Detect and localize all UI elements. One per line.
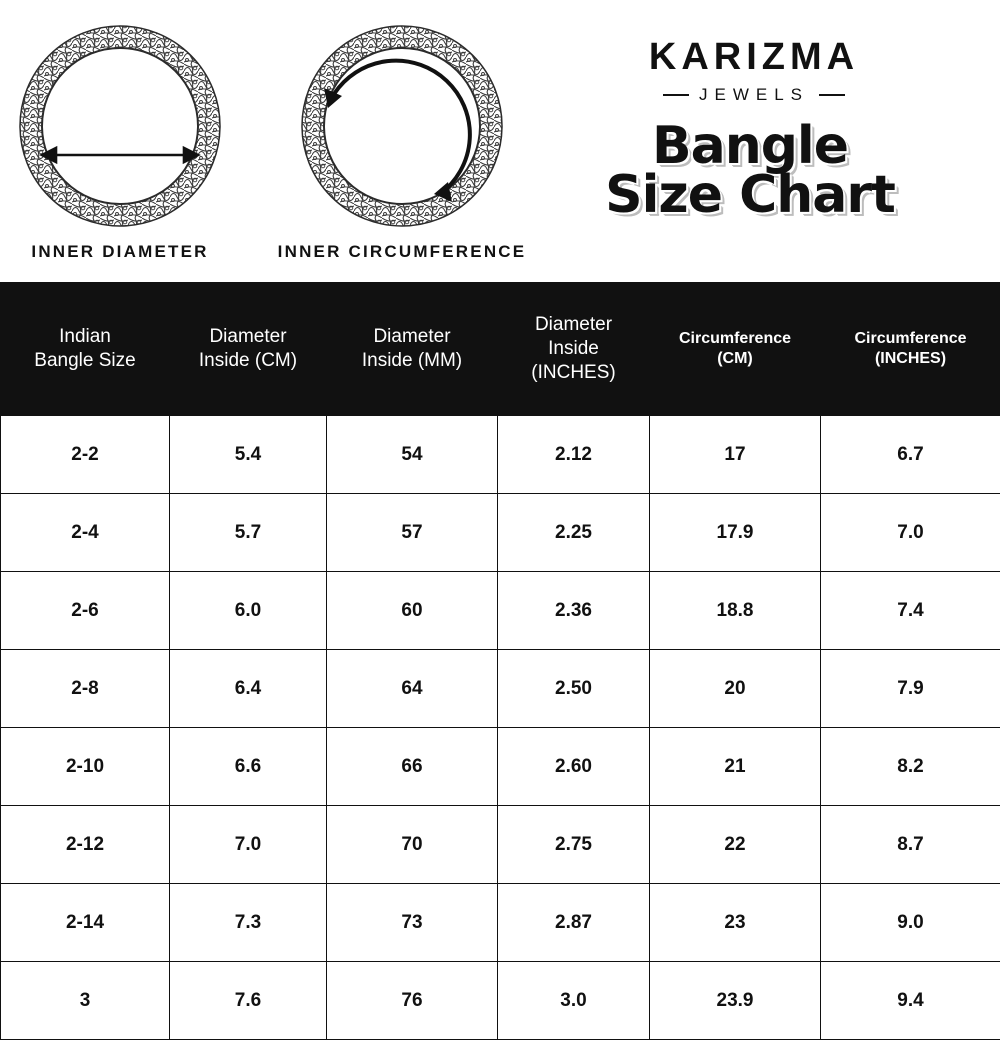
table-header xyxy=(1,283,1000,416)
brand-subtitle-row xyxy=(544,85,964,105)
cell-size: 3 xyxy=(1,962,170,1040)
cell-diameter-inches: 2.36 xyxy=(498,572,650,650)
cell-size: 2-14 xyxy=(1,884,170,962)
cell-diameter-inches: 2.50 xyxy=(498,650,650,728)
cell-size: 2-8 xyxy=(1,650,170,728)
cell-circumference-cm: 23.9 xyxy=(650,962,821,1040)
column-header-circumference-cm xyxy=(650,283,821,416)
cell-diameter-cm: 7.0 xyxy=(170,806,327,884)
table-row xyxy=(1,494,1000,572)
cell-diameter-mm: 64 xyxy=(327,650,498,728)
cell-diameter-inches: 2.87 xyxy=(498,884,650,962)
cell-diameter-cm: 7.3 xyxy=(170,884,327,962)
cell-circumference-inches: 8.2 xyxy=(821,728,1000,806)
bangle-circumference-svg xyxy=(298,22,506,230)
cell-size: 2-2 xyxy=(1,416,170,494)
cell-circumference-inches: 9.0 xyxy=(821,884,1000,962)
cell-circumference-inches: 7.0 xyxy=(821,494,1000,572)
cell-circumference-inches: 7.9 xyxy=(821,650,1000,728)
header-text: Indian xyxy=(59,326,111,347)
diagram-inner-circumference xyxy=(252,22,552,262)
header-text: (CM) xyxy=(717,350,753,367)
cell-diameter-mm: 76 xyxy=(327,962,498,1040)
cell-size: 2-4 xyxy=(1,494,170,572)
page-title-line-2: Size Chart xyxy=(540,171,960,220)
cell-diameter-inches: 2.12 xyxy=(498,416,650,494)
cell-diameter-mm: 54 xyxy=(327,416,498,494)
cell-circumference-cm: 18.8 xyxy=(650,572,821,650)
table-row xyxy=(1,650,1000,728)
table-row xyxy=(1,806,1000,884)
header-text: Diameter xyxy=(535,314,612,335)
cell-size: 2-12 xyxy=(1,806,170,884)
cell-circumference-inches: 8.7 xyxy=(821,806,1000,884)
brand-name: KARIZMA xyxy=(544,38,964,76)
cell-diameter-cm: 6.4 xyxy=(170,650,327,728)
column-header-diameter-inches xyxy=(498,283,650,416)
cell-size: 2-10 xyxy=(1,728,170,806)
chart-header xyxy=(0,0,1000,282)
header-text: Inside (CM) xyxy=(199,350,297,371)
header-text: Inside xyxy=(548,338,599,359)
header-text: Circumference xyxy=(854,330,966,347)
size-chart-table xyxy=(0,282,1000,1040)
header-text: (INCHES) xyxy=(531,362,615,383)
diagram-inner-diameter xyxy=(0,22,240,262)
cell-diameter-mm: 57 xyxy=(327,494,498,572)
table-header-row xyxy=(1,283,1000,416)
cell-size: 2-6 xyxy=(1,572,170,650)
header-text: Diameter xyxy=(209,326,286,347)
column-header-diameter-cm xyxy=(170,283,327,416)
header-text: Bangle Size xyxy=(34,350,135,371)
table-row xyxy=(1,962,1000,1040)
header-text: Diameter xyxy=(373,326,450,347)
cell-diameter-cm: 5.7 xyxy=(170,494,327,572)
header-text: (INCHES) xyxy=(875,350,946,367)
cell-circumference-inches: 9.4 xyxy=(821,962,1000,1040)
cell-diameter-mm: 60 xyxy=(327,572,498,650)
page-title xyxy=(540,122,960,220)
cell-circumference-inches: 6.7 xyxy=(821,416,1000,494)
cell-circumference-cm: 17.9 xyxy=(650,494,821,572)
bangle-diameter-icon xyxy=(16,22,224,230)
cell-circumference-cm: 23 xyxy=(650,884,821,962)
cell-circumference-cm: 17 xyxy=(650,416,821,494)
header-text: Circumference xyxy=(679,330,791,347)
column-header-circumference-inches xyxy=(821,283,1000,416)
table-body xyxy=(1,416,1000,1040)
cell-diameter-inches: 2.25 xyxy=(498,494,650,572)
page-title-line-1: Bangle xyxy=(540,122,960,171)
header-text: Inside (MM) xyxy=(362,350,462,371)
cell-diameter-cm: 7.6 xyxy=(170,962,327,1040)
cell-diameter-inches: 2.60 xyxy=(498,728,650,806)
table-row xyxy=(1,416,1000,494)
brand-subtitle: JEWELS xyxy=(699,85,809,105)
brand-dash-left xyxy=(663,94,689,96)
table-row xyxy=(1,728,1000,806)
cell-circumference-cm: 21 xyxy=(650,728,821,806)
cell-circumference-cm: 22 xyxy=(650,806,821,884)
table-row xyxy=(1,884,1000,962)
cell-diameter-inches: 3.0 xyxy=(498,962,650,1040)
cell-circumference-cm: 20 xyxy=(650,650,821,728)
cell-diameter-cm: 6.6 xyxy=(170,728,327,806)
cell-diameter-mm: 70 xyxy=(327,806,498,884)
cell-diameter-inches: 2.75 xyxy=(498,806,650,884)
cell-circumference-inches: 7.4 xyxy=(821,572,1000,650)
cell-diameter-cm: 6.0 xyxy=(170,572,327,650)
bangle-diameter-svg xyxy=(16,22,224,230)
cell-diameter-cm: 5.4 xyxy=(170,416,327,494)
column-header-indian-bangle-size xyxy=(1,283,170,416)
brand-logo xyxy=(544,38,964,105)
brand-dash-right xyxy=(819,94,845,96)
table-row xyxy=(1,572,1000,650)
diagram-label-inner-diameter: INNER DIAMETER xyxy=(0,242,240,262)
cell-diameter-mm: 73 xyxy=(327,884,498,962)
cell-diameter-mm: 66 xyxy=(327,728,498,806)
bangle-circumference-icon xyxy=(298,22,506,230)
diagram-label-inner-circumference: INNER CIRCUMFERENCE xyxy=(252,242,552,262)
column-header-diameter-mm xyxy=(327,283,498,416)
